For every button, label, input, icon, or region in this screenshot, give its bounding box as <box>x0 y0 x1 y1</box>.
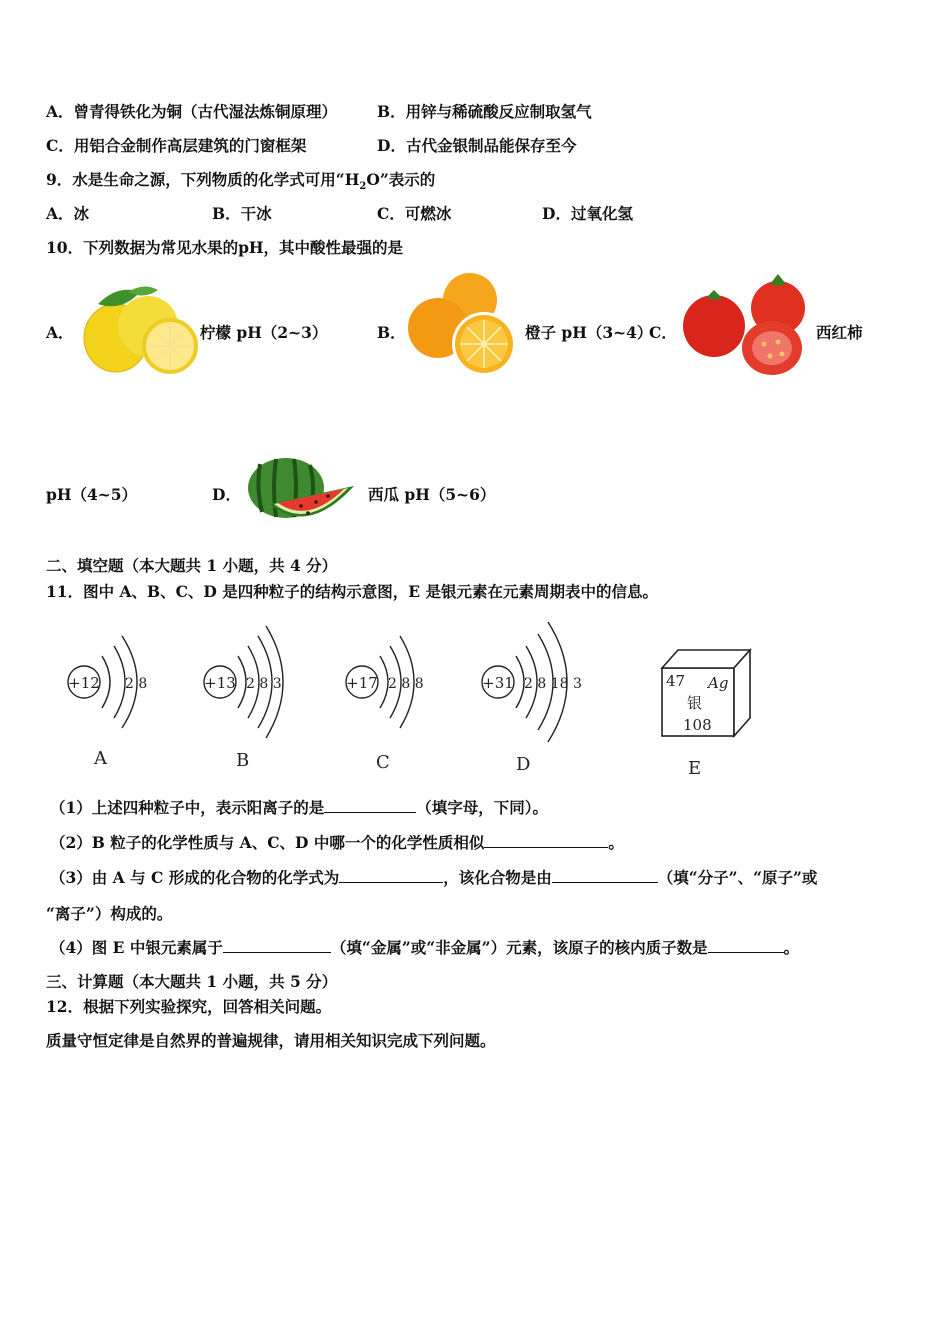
section-2-heading: 二、填空题（本大题共 1 小题，共 4 分） <box>46 556 338 575</box>
q11-stem: 11．图中 A、B、C、D 是四种粒子的结构示意图，E 是银元素在元素周期表中的信息。 <box>46 582 658 601</box>
atom-diagram-d <box>482 622 582 775</box>
q10-option-b-letter: B． <box>377 323 406 342</box>
q11-part3-formula-blank[interactable] <box>339 868 443 883</box>
q8-option-a: A．曾青得铁化为铜（古代湿法炼铜原理） <box>46 102 338 121</box>
section-3-heading: 三、计算题（本大题共 1 小题，共 5 分） <box>46 972 338 991</box>
q9-option-a: A．冰 <box>46 204 90 223</box>
q12-stem: 12．根据下列实验探究，回答相关问题。 <box>46 997 332 1016</box>
q10-stem: 10．下列数据为常见水果的pH，其中酸性最强的是 <box>46 238 404 257</box>
q10-option-c-text-continued: pH（4~5） <box>46 485 138 504</box>
q8-option-b: B．用锌与稀硫酸反应制取氢气 <box>377 102 592 121</box>
atom-d-shells: 2 8 18 3 <box>524 676 582 692</box>
atom-c-nucleus: +17 <box>346 674 378 692</box>
q11-part4: （4）图 E 中银元素属于 （填“金属”或“非金属”）元素，该原子的核内质子数是 。 <box>50 938 800 957</box>
q8-option-c: C．用铝合金制作高层建筑的门窗框架 <box>46 136 307 155</box>
atom-a-label: A <box>94 748 107 769</box>
watermelon-image <box>246 456 358 536</box>
atom-diagram-a <box>68 636 147 769</box>
q9-option-d: D．过氧化氢 <box>542 204 633 223</box>
q11-part1-answer-blank[interactable] <box>324 798 416 813</box>
q11-part3: （3）由 A 与 C 形成的化合物的化学式为 ，该化合物是由 （填“分子”、“原子”或 <box>50 868 818 887</box>
element-atomic-number: 47 <box>666 672 686 690</box>
q11-part1: （1）上述四种粒子中，表示阳离子的是 （填字母，下同）。 <box>50 798 549 817</box>
element-label: E <box>688 758 702 779</box>
q10-option-d-text: 西瓜 pH（5~6） <box>368 485 496 504</box>
q11-part2-answer-blank[interactable] <box>484 833 608 848</box>
lemon-image <box>78 282 200 380</box>
element-atomic-mass: 108 <box>683 716 712 734</box>
tomato-image <box>682 272 810 378</box>
atomic-structure-diagrams <box>40 612 800 784</box>
q9-option-c: C．可燃冰 <box>377 204 452 223</box>
q10-option-a-letter: A． <box>46 323 74 342</box>
atom-c-label: C <box>376 752 390 773</box>
q10-option-a-text: 柠檬 pH（2~3） <box>200 323 328 342</box>
atom-b-nucleus: +13 <box>204 674 236 692</box>
q11-part4-protons-blank[interactable] <box>708 938 784 953</box>
atom-a-nucleus: +12 <box>68 674 100 692</box>
q12-intro: 质量守恒定律是自然界的普遍规律，请用相关知识完成下列问题。 <box>46 1031 496 1050</box>
q11-part3-continued: “离子”）构成的。 <box>46 904 173 923</box>
element-name: 银 <box>687 694 703 712</box>
atom-b-label: B <box>236 750 250 771</box>
atom-a-shells: 2 8 <box>125 676 148 692</box>
element-cell-silver <box>662 650 750 779</box>
atom-d-nucleus: +31 <box>482 674 514 692</box>
atom-b-shells: 2 8 3 <box>246 676 282 692</box>
atom-diagram-b <box>204 626 283 771</box>
orange-image <box>406 272 522 382</box>
q8-option-d: D．古代金银制品能保存至今 <box>377 136 577 155</box>
q10-option-b-text: 橙子 pH（3~4） <box>525 323 653 342</box>
atom-diagram-c <box>346 636 424 773</box>
q10-option-c-letter: C． <box>649 323 677 342</box>
element-symbol: Ag <box>708 674 729 692</box>
atom-c-shells: 2 8 8 <box>388 676 424 692</box>
atom-d-label: D <box>516 754 531 775</box>
q10-option-c-text: 西红柿 <box>816 323 863 342</box>
q9-stem: 9．水是生命之源，下列物质的化学式可用“$H_2O$”表示的 <box>46 170 436 193</box>
q9-option-b: B．干冰 <box>212 204 272 223</box>
q11-part4-type-blank[interactable] <box>223 938 331 953</box>
q11-part2: （2）B 粒子的化学性质与 A、C、D 中哪一个的化学性质相似 。 <box>50 833 624 852</box>
q10-option-d-letter: D． <box>212 485 241 504</box>
q11-part3-particle-blank[interactable] <box>552 868 658 883</box>
